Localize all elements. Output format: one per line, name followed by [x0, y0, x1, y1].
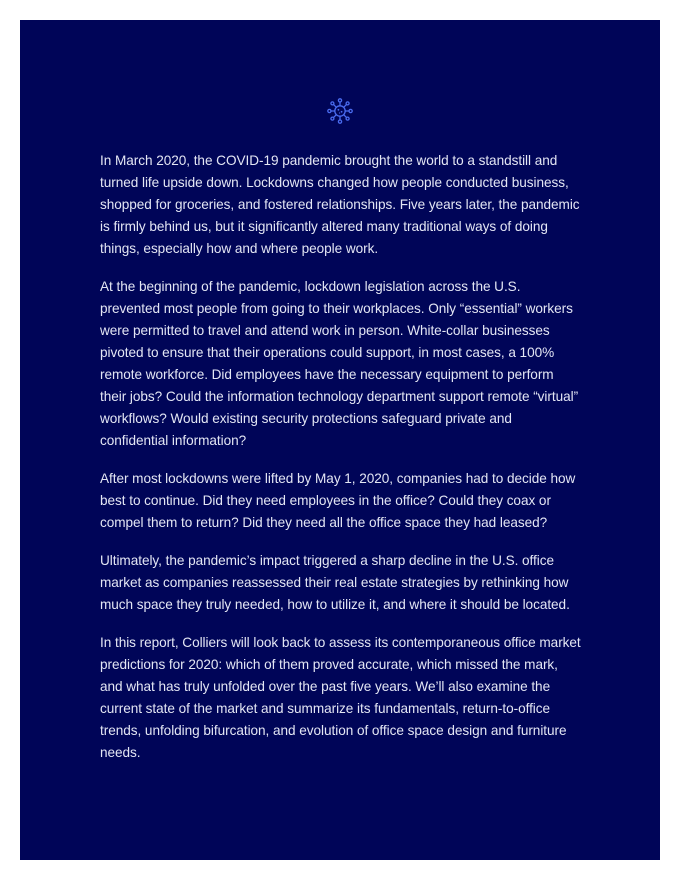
paragraph-market-impact: Ultimately, the pandemic’s impact triggered a sharp decline in the U.S. office market as companies reassessed their real estate strategies by rethinking how much space they truly needed, how to utilize it, and where it should be located.: [100, 553, 570, 612]
paragraph-intro: In March 2020, the COVID-19 pandemic brought the world to a standstill and turned life upside down. Lockdowns changed how people conducted business, shopped for groceries, and fostered relationships. Five years later, the pandemic is firmly behind us, but it significantly altered many traditional ways of doing things, especially how and where people work.: [100, 153, 580, 256]
paragraph-reopening: After most lockdowns were lifted by May 1, 2020, companies had to decide how best to continue. Did they need employees in the office? Could they coax or compel them to return? Did they need all the office space they had leased?: [100, 471, 576, 530]
virus-icon: [325, 96, 355, 126]
body-text: [100, 150, 582, 780]
paragraph-report-scope: In this report, Colliers will look back to assess its contemporaneous office market predictions for 2020: which of them proved accurate, which missed the mark, and what has truly unfolded over the past five years. We’ll also examine the current state of the market and summarize its fundamentals, return-to-office trends, unfolding bifurcation, and evolution of office space design and furniture needs.: [100, 635, 581, 760]
paragraph-lockdown: At the beginning of the pandemic, lockdown legislation across the U.S. prevented most people from going to their workplaces. Only “essential” workers were permitted to travel and attend work in person. White-collar businesses pivoted to ensure that their operations could support, in most cases, a 100% remote workforce. Did employees have the necessary equipment to perform their jobs? Could the information technology department support remote “virtual” workflows? Would existing security protections safeguard private and confidential information?: [100, 279, 579, 448]
document-page: [20, 20, 660, 860]
